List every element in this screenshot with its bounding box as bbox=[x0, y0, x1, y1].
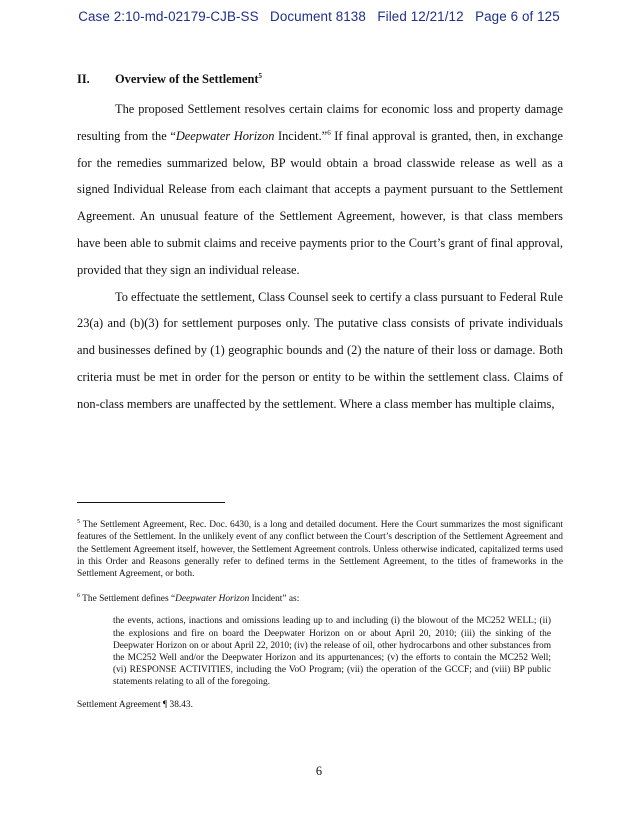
footnote-6-text-a: The Settlement defines “ bbox=[80, 594, 176, 605]
footnote-5-text: The Settlement Agreement, Rec. Doc. 6430, is a long and detailed document. Here the Court summarizes the most significant features of the Settlement. In the unlikely event of any conflict between the Court’s description of the Settlement Agreement and the Settlement Agreement itself, however, the Settlement Agreement controls. Unless otherwise indicated, capitalized terms used in this Order and Reasons generally refer to defined terms in the Settlement Agreement, to the titles of frameworks in the Settlement Agreement, or both. bbox=[77, 520, 563, 579]
paragraph-2: To effectuate the settlement, Class Counsel seek to certify a class pursuant to Federal Rule 23(a) and (b)(3) for settlement purposes only. The putative class consists of private individuals and businesses defined by (1) geographic bounds and (2) the nature of their loss or damage. Both criteria must be met in order for the person or entity to be within the settlement class. Claims of non-class members are unaffected by the settlement. Where a class member has multiple claims, bbox=[77, 289, 563, 411]
page-number: 6 bbox=[315, 764, 323, 778]
body-text bbox=[77, 96, 563, 418]
footnote-6-quote: the events, actions, inactions and omissions leading up to and including (i) the blowout of the MC252 WELL; (ii) the explosions and fire on board the Deepwater Horizon on or about April 20, 2010; (iii) the sinking of the Deepwater Horizon on or about April 22, 2010; (iv) the release of oil, other hydrocarbons and other substances from the MC252 Well and/or the Deepwater Horizon and its appurtenances; (v) the efforts to contain the MC252 Well; (vi) RESPONSE ACTIVITIES, including the VoO Program; (vii) the operation of the GCCF; and (viii) BP public statements relating to all of the foregoing. bbox=[113, 616, 551, 688]
footnote-ref-6: 6 bbox=[327, 128, 331, 137]
footnote-6-number: 6 bbox=[77, 593, 80, 600]
section-heading bbox=[77, 72, 262, 87]
footnote-6-italic: Deepwater Horizon bbox=[175, 594, 250, 605]
paragraph-1-text-c: If final approval is granted, then, in exchange for the remedies summarized below, BP would obtain a broad classwide release as well as a signed Individual Release from each claimant that accepts a payment pursuant to the Settlement Agreement. An unusual feature of the Settlement Agreement, however, is that class members have been able to submit claims and receive payments prior to the Court’s grant of final approval, provided that they sign an individual release. bbox=[77, 128, 563, 277]
section-title: Overview of the Settlement bbox=[115, 72, 259, 87]
footnote-5 bbox=[77, 516, 563, 580]
footnote-5-number: 5 bbox=[77, 519, 80, 525]
footnote-divider bbox=[77, 502, 225, 503]
footnote-6 bbox=[77, 590, 563, 605]
paragraph-1 bbox=[77, 96, 563, 284]
section-number: II. bbox=[77, 72, 90, 87]
footnote-6-citation: Settlement Agreement ¶ 38.43. bbox=[77, 699, 193, 710]
footnote-ref-5: 5 bbox=[258, 72, 262, 80]
footnotes bbox=[77, 516, 563, 711]
footnote-6-text-b: Incident” as: bbox=[249, 594, 300, 605]
case-header: Case 2:10-md-02179-CJB-SS Document 8138 Filed 12/21/12 Page 6 of 125 bbox=[78, 9, 560, 24]
paragraph-1-text-b: Incident.” bbox=[274, 128, 328, 143]
paragraph-1-text-a: The proposed Settlement resolves certain claims for economic loss and property damage resulting from the “ bbox=[77, 102, 563, 143]
paragraph-1-italic: Deepwater Horizon bbox=[175, 128, 275, 143]
